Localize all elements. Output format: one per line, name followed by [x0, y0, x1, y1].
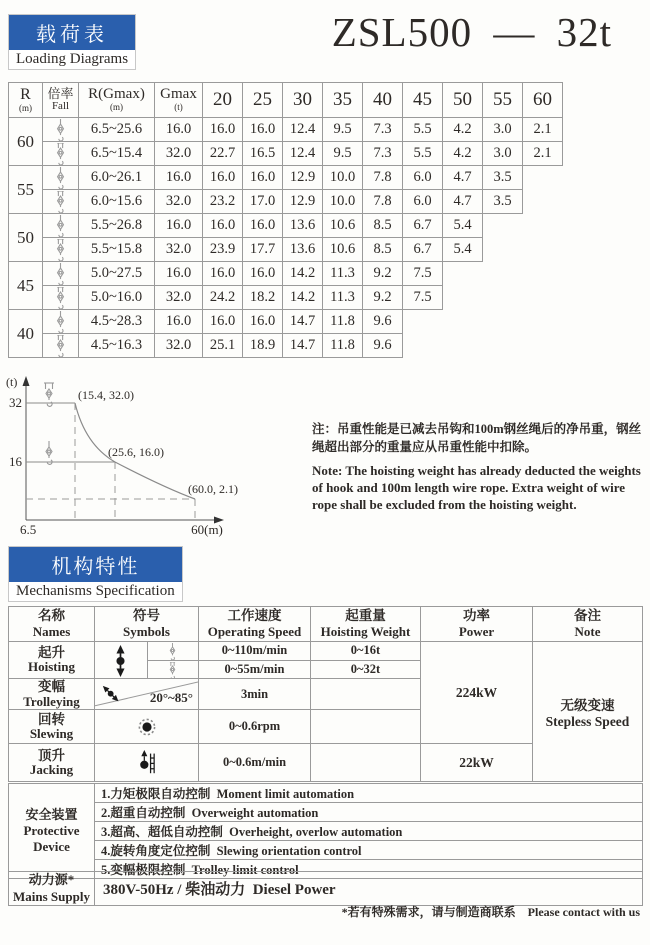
- load-value-cell: 7.8: [363, 190, 403, 214]
- load-value-cell: 23.9: [203, 238, 243, 262]
- loading-table-row: [9, 334, 563, 358]
- load-value-cell: 14.2: [283, 286, 323, 310]
- load-value-cell: 10.0: [323, 190, 363, 214]
- load-value-cell: 6.0: [403, 166, 443, 190]
- col-rgmax: R(Gmax) (m): [79, 83, 155, 118]
- gmax-cell: 32.0: [155, 286, 203, 310]
- load-value-cell: 3.0: [483, 118, 523, 142]
- jacking-power-value: 22kW: [421, 744, 533, 782]
- mech-col-weight: 起重量 Hoisting Weight: [311, 607, 421, 642]
- col-20: 20: [203, 83, 243, 118]
- fall-symbol-double: [54, 287, 67, 309]
- hoisting-weight-1: 0~16t: [311, 642, 421, 661]
- empty-cell: [523, 238, 563, 262]
- x-end-label: 60(m): [191, 522, 223, 537]
- col-fall: 倍率 Fall: [43, 83, 79, 118]
- load-value-cell: 14.7: [283, 334, 323, 358]
- hook-single-fall-icon: [147, 642, 199, 661]
- hoisting-speed-1: 0~110m/min: [199, 642, 311, 661]
- rgmax-cell: 5.0~16.0: [79, 286, 155, 310]
- col-gmax: Gmax (t): [155, 83, 203, 118]
- point-label-1: (15.4, 32.0): [78, 388, 134, 402]
- load-value-cell: 16.0: [203, 166, 243, 190]
- fall-symbol-cell: [43, 310, 79, 334]
- loading-table-row: [9, 142, 563, 166]
- mech-col-symbols: 符号 Symbols: [95, 607, 199, 642]
- load-value-cell: 5.5: [403, 142, 443, 166]
- hoisting-row-1: [9, 642, 643, 661]
- jacking-jack-icon: [138, 750, 156, 775]
- mains-supply-label: 动力源* Mains Supply: [9, 872, 95, 906]
- mechanisms-header-row: [9, 607, 643, 642]
- loading-section-title-en: Loading Diagrams: [16, 51, 129, 67]
- fall-symbol-single: [54, 119, 67, 141]
- fall-symbol-cell: [43, 190, 79, 214]
- load-value-cell: 17.7: [243, 238, 283, 262]
- trolleying-diagonal-arrow-icon: [99, 682, 121, 704]
- load-value-cell: 3.5: [483, 190, 523, 214]
- col-45: 45: [403, 83, 443, 118]
- protective-item-text: 5.变幅极限控制 Trolley limit control: [95, 860, 643, 879]
- load-value-cell: 13.6: [283, 214, 323, 238]
- col-55: 55: [483, 83, 523, 118]
- fall-symbol-cell: [43, 118, 79, 142]
- mechanisms-section-title-zh: 机构特性: [9, 547, 182, 582]
- mains-supply-table: [8, 871, 643, 906]
- load-value-cell: 12.4: [283, 142, 323, 166]
- jacking-name: 顶升 Jacking: [9, 744, 95, 782]
- fall-symbol-double: [54, 239, 67, 261]
- fall-symbol-single: [54, 215, 67, 237]
- empty-cell: [523, 262, 563, 286]
- load-value-cell: 25.1: [203, 334, 243, 358]
- load-value-cell: 16.0: [203, 214, 243, 238]
- protective-item-row: [9, 803, 643, 822]
- fall-symbol-cell: [43, 214, 79, 238]
- mains-supply-container: [8, 871, 643, 906]
- fall-symbol-double: [54, 335, 67, 357]
- hoisting-updown-arrow-icon: [114, 645, 127, 677]
- load-value-cell: 9.5: [323, 118, 363, 142]
- rgmax-cell: 5.0~27.5: [79, 262, 155, 286]
- col-30: 30: [283, 83, 323, 118]
- load-value-cell: 4.2: [443, 142, 483, 166]
- loading-table-row: [9, 118, 563, 142]
- loading-table-row: [9, 166, 563, 190]
- empty-cell: [523, 286, 563, 310]
- load-value-cell: 7.3: [363, 142, 403, 166]
- gmax-cell: 16.0: [155, 214, 203, 238]
- load-value-cell: 7.5: [403, 286, 443, 310]
- protective-device-container: [8, 783, 643, 879]
- mech-col-speed: 工作速度 Operating Speed: [199, 607, 311, 642]
- radius-value-cell: 50: [9, 214, 43, 262]
- col-40: 40: [363, 83, 403, 118]
- trolleying-speed: 3min: [199, 679, 311, 710]
- load-value-cell: 6.0: [403, 190, 443, 214]
- col-25: 25: [243, 83, 283, 118]
- radius-value-cell: 60: [9, 118, 43, 166]
- empty-cell: [483, 286, 523, 310]
- hook-double-fall-icon: [147, 661, 199, 679]
- gmax-cell: 16.0: [155, 310, 203, 334]
- fall-symbol-cell: [43, 238, 79, 262]
- rgmax-cell: 5.5~26.8: [79, 214, 155, 238]
- load-value-cell: 16.0: [243, 118, 283, 142]
- mechanisms-section-label: [8, 546, 183, 602]
- load-value-cell: 12.9: [283, 166, 323, 190]
- load-value-cell: 10.6: [323, 214, 363, 238]
- load-value-cell: 16.0: [243, 214, 283, 238]
- load-value-cell: 16.0: [203, 118, 243, 142]
- empty-cell: [483, 238, 523, 262]
- protective-item-row: [9, 822, 643, 841]
- empty-cell: [483, 334, 523, 358]
- fall-symbol-cell: [43, 286, 79, 310]
- fall-symbol-cell: [43, 262, 79, 286]
- rgmax-cell: 6.5~15.4: [79, 142, 155, 166]
- notes-block: [312, 420, 644, 514]
- col-radius: R (m): [9, 83, 43, 118]
- loading-table-container: [8, 82, 563, 358]
- mech-col-power: 功率 Power: [421, 607, 533, 642]
- protective-device-label: 安全装置 Protective Device: [9, 784, 95, 879]
- main-power-value: 224kW: [421, 642, 533, 744]
- loading-table-row: [9, 238, 563, 262]
- empty-cell: [523, 190, 563, 214]
- empty-cell: [443, 286, 483, 310]
- load-value-cell: 6.7: [403, 238, 443, 262]
- load-value-cell: 3.5: [483, 166, 523, 190]
- rgmax-cell: 6.0~15.6: [79, 190, 155, 214]
- load-value-cell: 11.8: [323, 310, 363, 334]
- load-value-cell: 16.0: [203, 310, 243, 334]
- loading-table-row: [9, 262, 563, 286]
- load-value-cell: 6.7: [403, 214, 443, 238]
- ytick-16: 16: [9, 454, 22, 469]
- fall-symbol-double: [54, 191, 67, 213]
- load-value-cell: 10.6: [323, 238, 363, 262]
- protective-item-text: 4.旋转角度定位控制 Slewing orientation control: [95, 841, 643, 860]
- protective-item-text: 3.超高、超低自动控制 Overheight, overlow automation: [95, 822, 643, 841]
- hoisting-weight-2: 0~32t: [311, 660, 421, 679]
- radius-value-cell: 55: [9, 166, 43, 214]
- hoisting-speed-2: 0~55m/min: [199, 660, 311, 679]
- mech-col-note: 备注 Note: [533, 607, 643, 642]
- level-lines: [26, 403, 115, 462]
- x-origin-label: 6.5: [20, 522, 37, 537]
- load-value-cell: 18.9: [243, 334, 283, 358]
- protective-item-row: [9, 841, 643, 860]
- load-value-cell: 10.0: [323, 166, 363, 190]
- load-value-cell: 18.2: [243, 286, 283, 310]
- gmax-cell: 32.0: [155, 142, 203, 166]
- load-value-cell: 3.0: [483, 142, 523, 166]
- ytick-32: 32: [9, 395, 22, 410]
- gmax-cell: 32.0: [155, 334, 203, 358]
- empty-cell: [443, 262, 483, 286]
- loading-section-title-zh: 载荷表: [9, 15, 135, 50]
- page-title: ZSL500 — 32t: [331, 9, 612, 55]
- slewing-symbol-cell: [95, 710, 199, 744]
- load-value-cell: 9.6: [363, 334, 403, 358]
- empty-cell: [443, 310, 483, 334]
- fall-symbol-cell: [43, 166, 79, 190]
- loading-table-row: [9, 286, 563, 310]
- load-value-cell: 7.3: [363, 118, 403, 142]
- load-value-cell: 12.9: [283, 190, 323, 214]
- empty-cell: [523, 166, 563, 190]
- load-value-cell: 5.4: [443, 214, 483, 238]
- empty-cell: [523, 214, 563, 238]
- loading-table: [8, 82, 563, 358]
- y-axis-unit-label: (t): [6, 375, 18, 389]
- slewing-rotation-icon: [137, 717, 157, 737]
- loading-table-row: [9, 310, 563, 334]
- load-value-cell: 9.6: [363, 310, 403, 334]
- radius-value-cell: 40: [9, 310, 43, 358]
- rgmax-cell: 6.0~26.1: [79, 166, 155, 190]
- load-value-cell: 13.6: [283, 238, 323, 262]
- load-value-cell: 16.0: [243, 310, 283, 334]
- gmax-cell: 16.0: [155, 262, 203, 286]
- load-value-cell: 16.0: [243, 166, 283, 190]
- load-value-cell: 14.2: [283, 262, 323, 286]
- load-value-cell: 16.5: [243, 142, 283, 166]
- empty-cell: [483, 310, 523, 334]
- load-value-cell: 9.5: [323, 142, 363, 166]
- rgmax-cell: 6.5~25.6: [79, 118, 155, 142]
- load-value-cell: 4.7: [443, 190, 483, 214]
- loading-table-row: [9, 214, 563, 238]
- load-value-cell: 2.1: [523, 142, 563, 166]
- col-35: 35: [323, 83, 363, 118]
- slewing-weight-empty: [311, 710, 421, 744]
- load-value-cell: 4.2: [443, 118, 483, 142]
- load-value-cell: 24.2: [203, 286, 243, 310]
- load-value-cell: 22.7: [203, 142, 243, 166]
- footer-contact-note: *若有特殊需求，请与制造商联系 Please contact with us: [341, 905, 640, 919]
- y-axis-arrow-icon: [23, 376, 30, 386]
- loading-table-row: [9, 190, 563, 214]
- empty-cell: [403, 310, 443, 334]
- slewing-name: 回转 Slewing: [9, 710, 95, 744]
- fall-symbol-cell: [43, 334, 79, 358]
- stepless-speed-note: 无级变速 Stepless Speed: [533, 642, 643, 782]
- jacking-symbol-cell: [95, 744, 199, 782]
- load-value-cell: 5.4: [443, 238, 483, 262]
- protective-item-row: [9, 784, 643, 803]
- fall-symbol-single: [54, 167, 67, 189]
- rgmax-cell: 4.5~28.3: [79, 310, 155, 334]
- mechanisms-table-container: [8, 606, 643, 782]
- point-label-2: (25.6, 16.0): [108, 445, 164, 459]
- mechanisms-table: [8, 606, 643, 782]
- trolleying-symbol-cell: [95, 679, 199, 710]
- trolleying-angle-range: 20°~85°: [149, 690, 193, 706]
- mech-col-names: 名称 Names: [9, 607, 95, 642]
- load-value-cell: 8.5: [363, 238, 403, 262]
- note-zh: 注：吊重性能是已减去吊钩和100m钢丝绳后的净吊重，钢丝绳超出部分的重量应从吊重性能中扣除。: [312, 422, 642, 455]
- chart-hook-single-fall-icon: [46, 441, 52, 464]
- load-value-cell: 11.3: [323, 262, 363, 286]
- mains-supply-value: 380V-50Hz / 柴油动力 Diesel Power: [95, 872, 643, 906]
- load-value-cell: 17.0: [243, 190, 283, 214]
- load-value-cell: 16.0: [243, 262, 283, 286]
- gmax-cell: 16.0: [155, 118, 203, 142]
- load-curve-chart: [0, 370, 330, 548]
- hoisting-symbol-cell: [95, 642, 199, 679]
- rgmax-cell: 5.5~15.8: [79, 238, 155, 262]
- load-value-cell: 9.2: [363, 286, 403, 310]
- protective-item-text: 2.超重自动控制 Overweight automation: [95, 803, 643, 822]
- load-value-cell: 7.8: [363, 166, 403, 190]
- loading-table-header-row: [9, 83, 563, 118]
- gmax-cell: 32.0: [155, 238, 203, 262]
- radius-value-cell: 45: [9, 262, 43, 310]
- mechanisms-section-title-en: Mechanisms Specification: [16, 583, 175, 599]
- mains-supply-row: [9, 872, 643, 906]
- gmax-cell: 16.0: [155, 166, 203, 190]
- jacking-speed: 0~0.6m/min: [199, 744, 311, 782]
- load-value-cell: 23.2: [203, 190, 243, 214]
- fall-symbol-single: [54, 263, 67, 285]
- load-curve-svg: [0, 370, 330, 548]
- load-value-cell: 7.5: [403, 262, 443, 286]
- hoisting-name: 起升 Hoisting: [9, 642, 95, 679]
- empty-cell: [523, 310, 563, 334]
- load-value-cell: 11.3: [323, 286, 363, 310]
- empty-cell: [523, 334, 563, 358]
- jacking-weight-empty: [311, 744, 421, 782]
- fall-symbol-double: [54, 143, 67, 165]
- load-value-cell: 14.7: [283, 310, 323, 334]
- load-value-cell: 9.2: [363, 262, 403, 286]
- empty-cell: [483, 214, 523, 238]
- fall-symbol-single: [54, 311, 67, 333]
- load-value-cell: 5.5: [403, 118, 443, 142]
- empty-cell: [443, 334, 483, 358]
- rgmax-cell: 4.5~16.3: [79, 334, 155, 358]
- load-value-cell: 8.5: [363, 214, 403, 238]
- slewing-speed: 0~0.6rpm: [199, 710, 311, 744]
- load-value-cell: 12.4: [283, 118, 323, 142]
- load-value-cell: 16.0: [203, 262, 243, 286]
- empty-cell: [403, 334, 443, 358]
- fall-symbol-cell: [43, 142, 79, 166]
- load-value-cell: 2.1: [523, 118, 563, 142]
- col-60: 60: [523, 83, 563, 118]
- trolleying-weight-empty: [311, 679, 421, 710]
- loading-section-label: [8, 14, 136, 70]
- empty-cell: [483, 262, 523, 286]
- col-50: 50: [443, 83, 483, 118]
- point-label-3: (60.0, 2.1): [188, 482, 238, 496]
- gmax-cell: 32.0: [155, 190, 203, 214]
- note-en: Note: The hoisting weight has already deducted the weights of hook and 100m length wire rope. Extra weight of wire rope shall be excluded from the hoisting weight.: [312, 463, 641, 513]
- trolleying-name: 变幅 Trolleying: [9, 679, 95, 710]
- load-value-cell: 11.8: [323, 334, 363, 358]
- protective-device-table: [8, 783, 643, 879]
- load-value-cell: 4.7: [443, 166, 483, 190]
- protective-item-text: 1.力矩极限自动控制 Moment limit automation: [95, 784, 643, 803]
